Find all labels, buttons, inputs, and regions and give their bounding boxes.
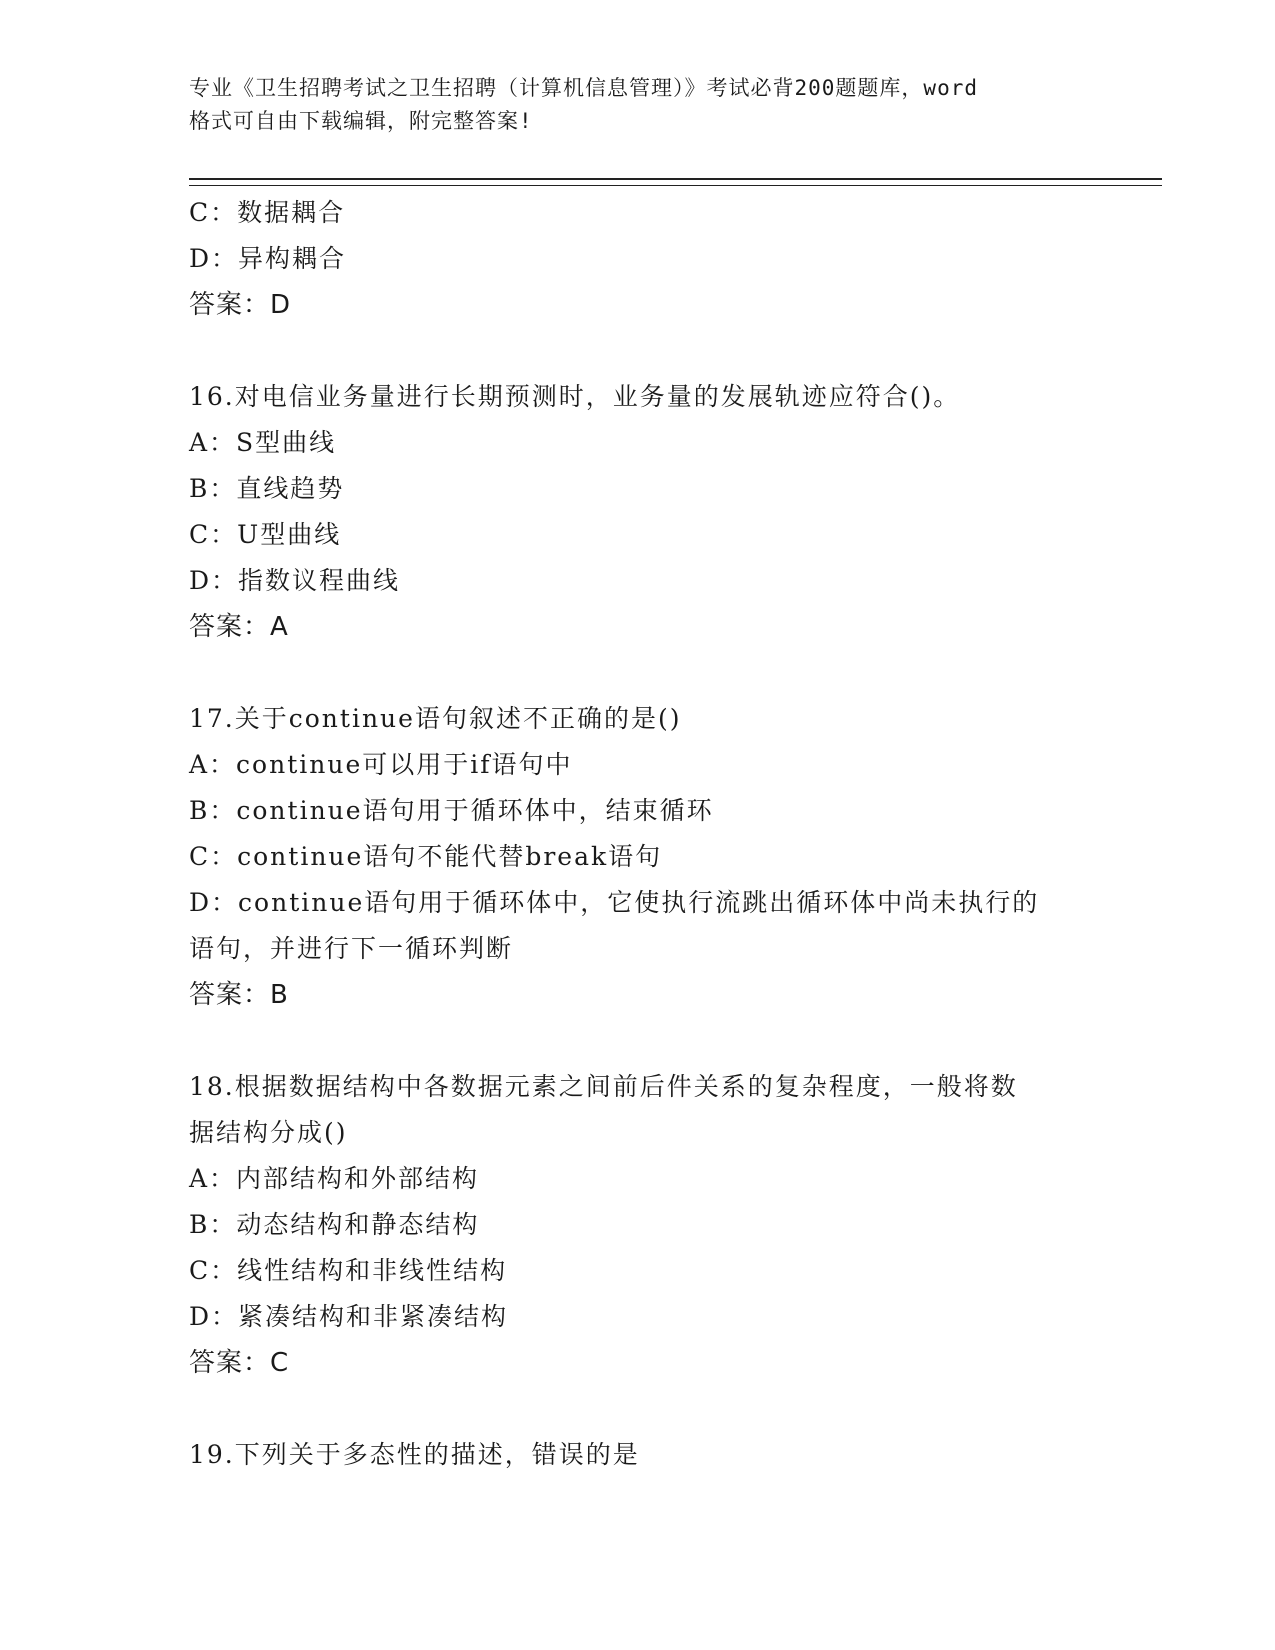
spacer <box>189 328 1089 374</box>
header-divider <box>189 178 1162 186</box>
header-line-1: 专业《卫生招聘考试之卫生招聘（计算机信息管理）》考试必背200题题库，word <box>189 76 978 100</box>
q17-option-d-line-1: D：continue语句用于循环体中，它使执行流跳出循环体中尚未执行的 <box>189 888 1040 917</box>
q16-option-d: D：指数议程曲线 <box>189 566 401 595</box>
header-line-2: 格式可自由下载编辑，附完整答案! <box>189 109 533 133</box>
q18-option-a: A：内部结构和外部结构 <box>189 1164 480 1193</box>
q18-question-line-2: 据结构分成() <box>189 1118 348 1147</box>
q16-question: 16.对电信业务量进行长期预测时，业务量的发展轨迹应符合()。 <box>189 382 961 411</box>
spacer <box>189 650 1089 696</box>
q17-option-d-line-2: 语句，并进行下一循环判断 <box>189 934 514 963</box>
q19-question: 19.下列关于多态性的描述，错误的是 <box>189 1440 640 1469</box>
question-15-block <box>189 190 1089 328</box>
q17-question: 17.关于continue语句叙述不正确的是() <box>189 704 682 733</box>
spacer <box>189 1018 1089 1064</box>
q16-option-c: C：U型曲线 <box>189 520 342 549</box>
question-16-block <box>189 374 1089 650</box>
question-17-block <box>189 696 1089 1018</box>
q18-option-c: C：线性结构和非线性结构 <box>189 1256 508 1285</box>
q15-option-d: D：异构耦合 <box>189 244 347 273</box>
q17-option-c: C：continue语句不能代替break语句 <box>189 842 663 871</box>
q18-answer: 答案：C <box>189 1348 290 1378</box>
document-body <box>189 190 1089 1478</box>
q15-answer: 答案：D <box>189 290 292 320</box>
document-header <box>189 72 1089 138</box>
question-19-block <box>189 1432 1089 1478</box>
q16-option-a: A：S型曲线 <box>189 428 337 457</box>
q17-option-b: B：continue语句用于循环体中，结束循环 <box>189 796 714 825</box>
q16-option-b: B：直线趋势 <box>189 474 345 503</box>
question-18-block <box>189 1064 1089 1386</box>
q18-option-d: D：紧凑结构和非紧凑结构 <box>189 1302 509 1331</box>
spacer <box>189 1386 1089 1432</box>
q18-question-line-1: 18.根据数据结构中各数据元素之间前后件关系的复杂程度，一般将数 <box>189 1072 1018 1101</box>
q18-option-b: B：动态结构和静态结构 <box>189 1210 480 1239</box>
q16-answer: 答案：A <box>189 612 289 642</box>
q17-answer: 答案：B <box>189 980 289 1010</box>
q17-option-a: A：continue可以用于if语句中 <box>189 750 573 779</box>
q15-option-c: C：数据耦合 <box>189 198 346 227</box>
